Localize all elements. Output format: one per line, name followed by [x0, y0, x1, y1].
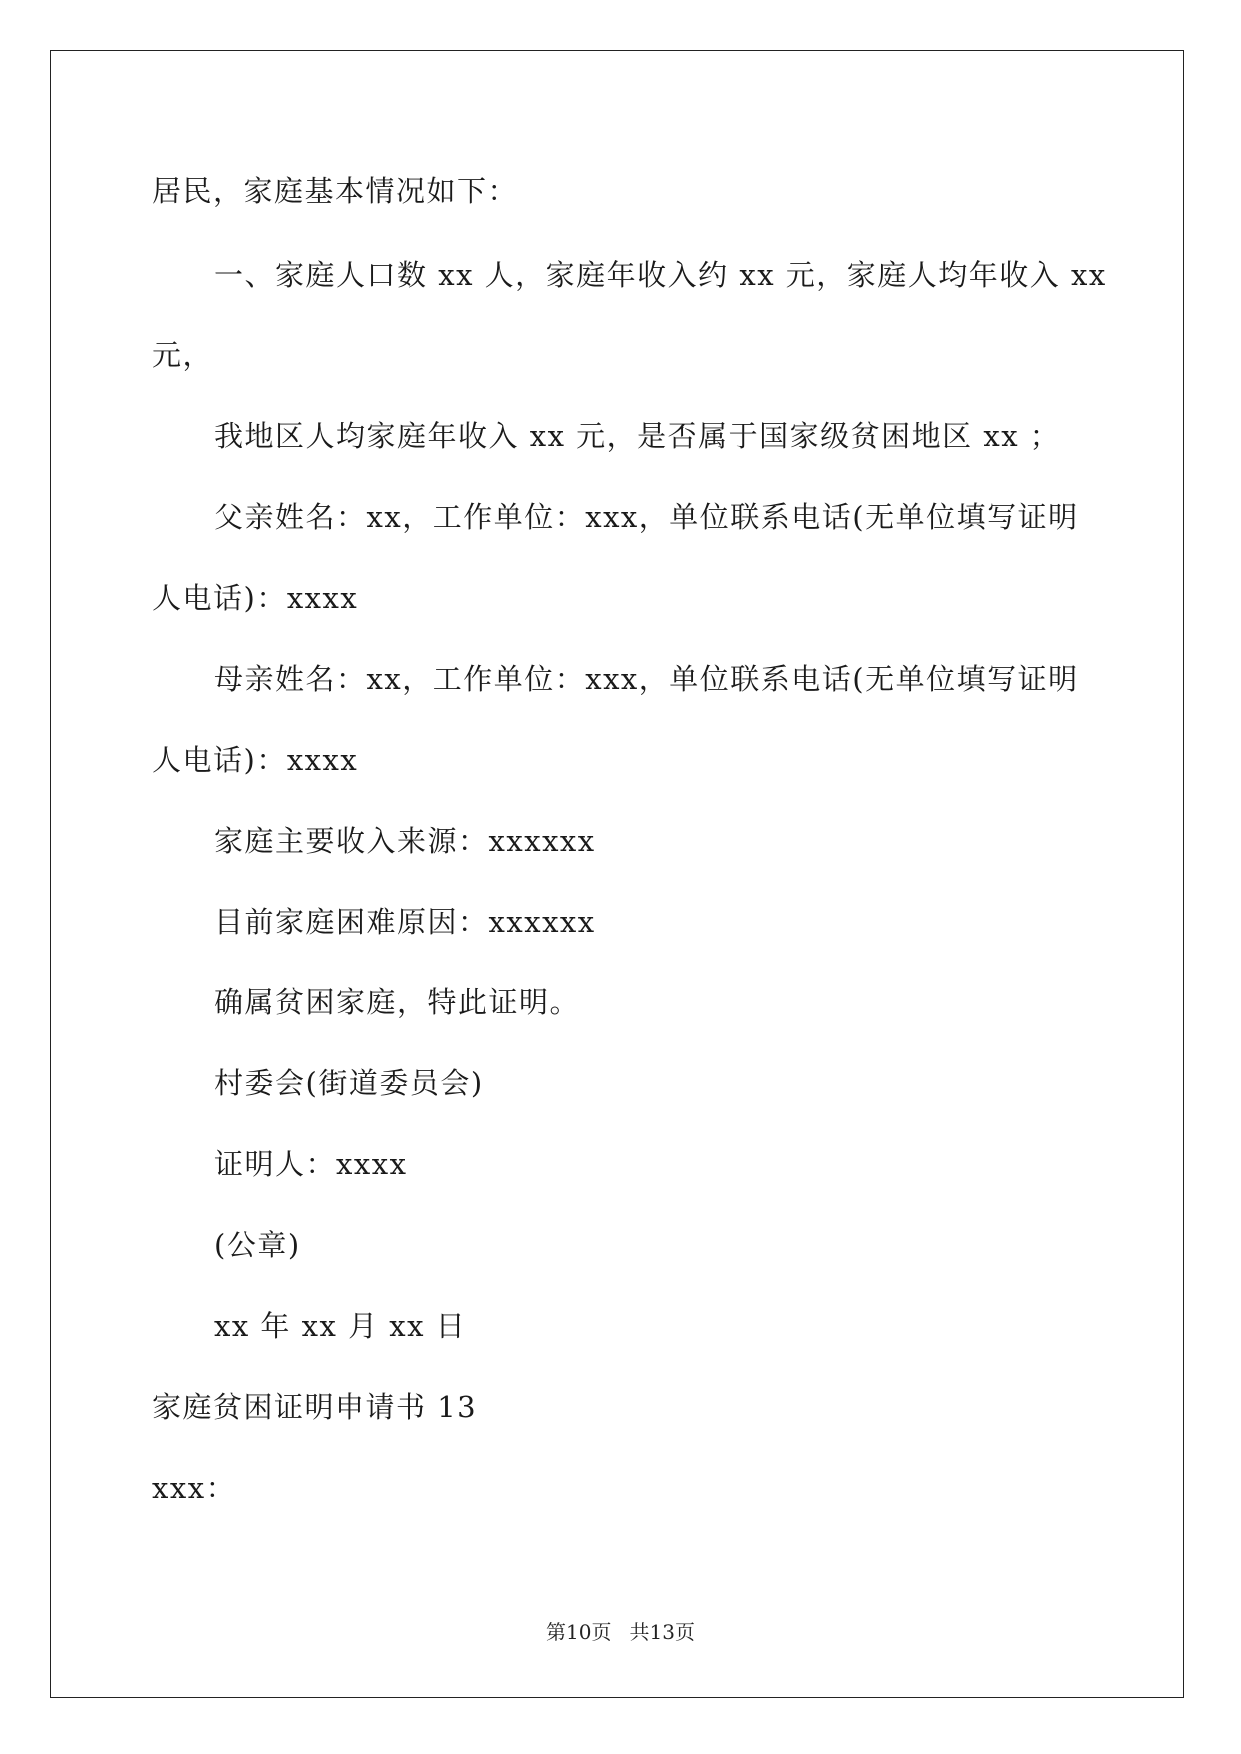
text-line: 一、家庭人口数 xx 人，家庭年收入约 xx 元，家庭人均年收入 xx	[214, 258, 1107, 292]
date-line: xx 年 xx 月 xx 日	[214, 1309, 467, 1343]
text-line: 我地区人均家庭年收入 xx 元，是否属于国家级贫困地区 xx ；	[214, 419, 1061, 453]
page-number: 第10页	[546, 1620, 612, 1644]
text-line: 居民，家庭基本情况如下：	[152, 174, 519, 208]
text-line: 目前家庭困难原因：xxxxxx	[214, 905, 596, 939]
text-line: 元，	[152, 338, 214, 372]
text-line: 母亲姓名：xx，工作单位：xxx，单位联系电话(无单位填写证明	[214, 662, 1079, 696]
text-line: 人电话)：xxxx	[152, 743, 359, 777]
page-total: 共13页	[629, 1620, 695, 1644]
text-line: 父亲姓名：xx，工作单位：xxx，单位联系电话(无单位填写证明	[214, 500, 1079, 534]
text-line: 人电话)：xxxx	[152, 581, 359, 615]
text-line: (公章)	[214, 1228, 301, 1262]
salutation: xxx：	[152, 1471, 237, 1505]
section-title: 家庭贫困证明申请书 13	[152, 1390, 478, 1424]
text-line: 证明人：xxxx	[214, 1147, 408, 1181]
text-line: 确属贫困家庭，特此证明。	[214, 985, 581, 1019]
text-line: 村委会(街道委员会)	[214, 1066, 484, 1100]
text-line: 家庭主要收入来源：xxxxxx	[214, 824, 596, 858]
page-footer	[0, 1620, 1241, 1644]
page-frame	[50, 50, 1184, 1698]
